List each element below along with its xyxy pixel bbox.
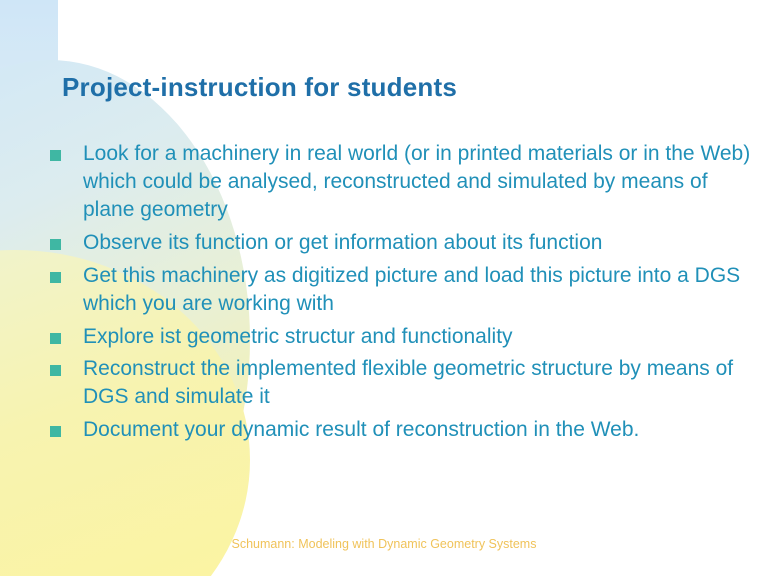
list-item [50, 323, 756, 354]
list-item [50, 140, 756, 227]
square-bullet-icon [50, 272, 61, 283]
list-item [50, 262, 756, 321]
square-bullet-icon [50, 239, 61, 250]
list-item-text: Reconstruct the implemented flexible geometric structure by means of DGS and simulate it [83, 357, 734, 409]
square-bullet-icon [50, 333, 61, 344]
square-bullet-icon [50, 426, 61, 437]
list-item-text: Look for a machinery in real world (or in printed materials or in the Web) which could be analysed, reconstructed and simulated by means of plane geometry [83, 142, 751, 221]
list-item [50, 355, 756, 414]
slide-footer: Schumann: Modeling with Dynamic Geometry Systems [231, 537, 537, 551]
page-title: Project-instruction for students [62, 72, 457, 102]
list-item-text: Explore ist geometric structur and functionality [83, 324, 513, 348]
list-item-text: Document your dynamic result of reconstruction in the Web. [83, 418, 640, 442]
bullet-list [50, 140, 756, 449]
list-item [50, 416, 756, 447]
list-item [50, 229, 756, 260]
square-bullet-icon [50, 365, 61, 376]
list-item-text: Observe its function or get information about its function [83, 230, 603, 254]
square-bullet-icon [50, 150, 61, 161]
list-item-text: Get this machinery as digitized picture and load this picture into a DGS which you are working with [83, 263, 741, 315]
